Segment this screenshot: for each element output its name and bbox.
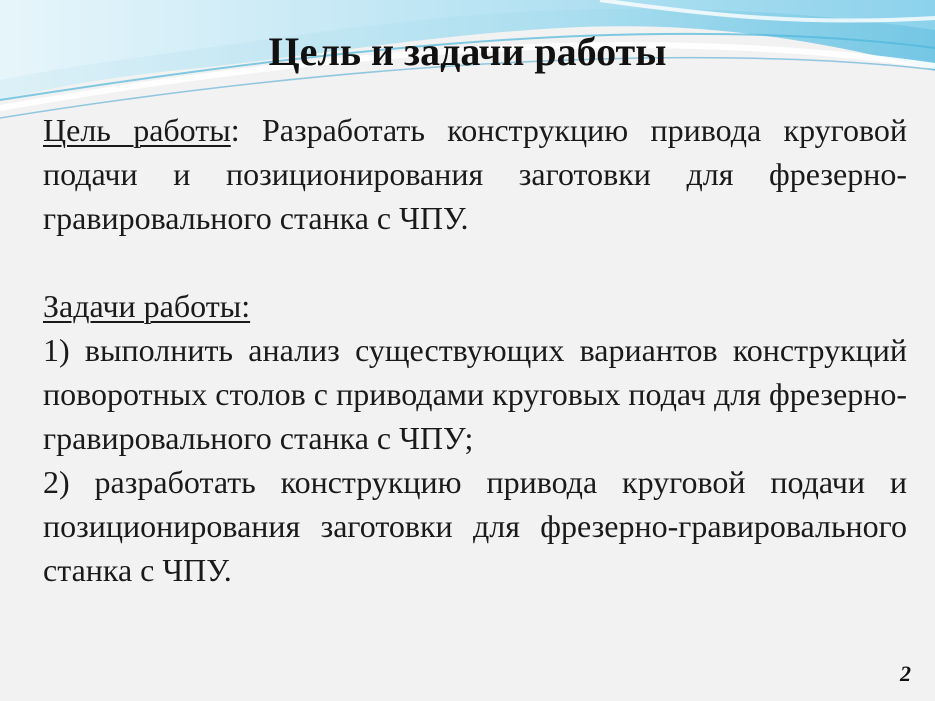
slide-content [43,108,907,592]
goal-label: Цель работы [43,112,231,148]
goal-paragraph [43,108,907,240]
page-number: 2 [900,661,911,686]
tasks-label: Задачи работы: [43,288,251,324]
goal-separator: : [230,112,240,148]
tasks-heading-paragraph [43,284,907,328]
goal-text: Разработать конструкцию привода круговой подачи и позиционирования заготовки для фрезерно-гравировального станка с ЧПУ. [43,112,908,236]
paragraph-spacer [43,240,907,284]
slide-title: Цель и задачи работы [268,29,667,74]
task-item-2: 2) разработать конструкцию привода круговой подачи и позиционирования заготовки для фрезерно-гравировального станка с ЧПУ. [43,464,907,588]
task-item-1: 1) выполнить анализ существующих вариантов конструкций поворотных столов с приводами круговых подач для фрезерно-гравировального станка с ЧПУ; [43,332,907,456]
